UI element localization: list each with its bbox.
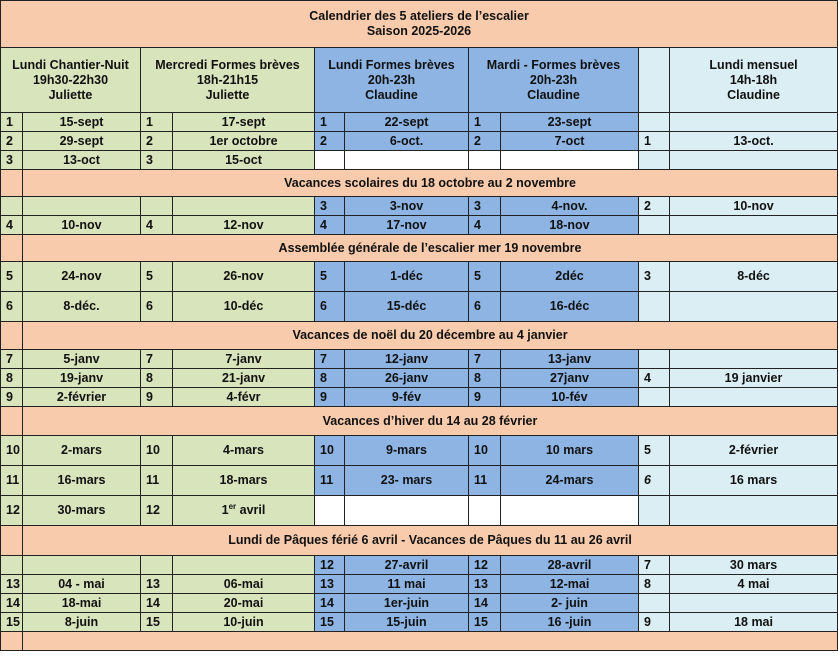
lundi-fb-num: 2 xyxy=(315,132,345,151)
mensuel-num: 1 xyxy=(639,132,670,151)
chantier-date: 29-sept xyxy=(23,132,141,151)
mardi-num: 15 xyxy=(469,613,501,632)
chantier-num: 5 xyxy=(1,262,23,292)
lundi-fb-date: 15-déc xyxy=(345,292,469,322)
chantier-date: 2-février xyxy=(23,388,141,407)
mercredi-date: 12-nov xyxy=(173,216,315,235)
mardi-date: 16 -juin xyxy=(501,613,639,632)
mercredi-num xyxy=(141,556,173,575)
lundi-fb-date: 9-mars xyxy=(345,436,469,466)
chantier-num: 6 xyxy=(1,292,23,322)
lundi-fb-num: 5 xyxy=(315,262,345,292)
chantier-date: 13-oct xyxy=(23,151,141,170)
mercredi-date xyxy=(173,556,315,575)
chantier-num: 10 xyxy=(1,436,23,466)
chantier-date: 16-mars xyxy=(23,466,141,496)
lundi-fb-num: 11 xyxy=(315,466,345,496)
session-row xyxy=(1,350,838,369)
chantier-num: 8 xyxy=(1,369,23,388)
mercredi-date: 10-juin xyxy=(173,613,315,632)
chantier-num: 9 xyxy=(1,388,23,407)
session-row xyxy=(1,613,838,632)
mensuel-num: 7 xyxy=(639,556,670,575)
lundi-fb-date: 26-janv xyxy=(345,369,469,388)
chantier-date: 5-janv xyxy=(23,350,141,369)
lundi-fb-num xyxy=(315,496,345,526)
title-row xyxy=(1,1,838,48)
mercredi-num xyxy=(141,197,173,216)
header-lundi-formes-breves: Lundi Formes brèves 20h-23h Claudine xyxy=(315,48,469,113)
vacation-band: Vacances d’hiver du 14 au 28 février xyxy=(23,407,838,436)
lundi-fb-num: 12 xyxy=(315,556,345,575)
band-spacer xyxy=(1,407,23,436)
mensuel-date xyxy=(670,292,838,322)
lundi-fb-date: 1er-juin xyxy=(345,594,469,613)
mercredi-date: 06-mai xyxy=(173,575,315,594)
mensuel-num: 9 xyxy=(639,613,670,632)
mensuel-num xyxy=(639,594,670,613)
lundi-fb-date: 23- mars xyxy=(345,466,469,496)
lundi-fb-date: 22-sept xyxy=(345,113,469,132)
mensuel-date: 18 mai xyxy=(670,613,838,632)
mardi-num: 7 xyxy=(469,350,501,369)
chantier-num xyxy=(1,556,23,575)
mardi-date: 7-oct xyxy=(501,132,639,151)
lundi-fb-date: 12-janv xyxy=(345,350,469,369)
mensuel-num: 5 xyxy=(639,436,670,466)
mercredi-num: 3 xyxy=(141,151,173,170)
mercredi-num: 5 xyxy=(141,262,173,292)
chantier-date xyxy=(23,197,141,216)
session-row xyxy=(1,556,838,575)
lundi-fb-num: 9 xyxy=(315,388,345,407)
mercredi-date: 1er avril xyxy=(173,496,315,526)
mardi-num: 13 xyxy=(469,575,501,594)
session-row xyxy=(1,496,838,526)
mensuel-date xyxy=(670,594,838,613)
chantier-date xyxy=(23,556,141,575)
vacation-band xyxy=(23,632,838,651)
chantier-date: 8-déc. xyxy=(23,292,141,322)
vacation-band: Assemblée générale de l’escalier mer 19 novembre xyxy=(23,235,838,262)
mensuel-num xyxy=(639,216,670,235)
mardi-num xyxy=(469,151,501,170)
mercredi-date: 17-sept xyxy=(173,113,315,132)
chantier-date: 04 - mai xyxy=(23,575,141,594)
mercredi-num: 11 xyxy=(141,466,173,496)
mensuel-date: 16 mars xyxy=(670,466,838,496)
mensuel-date: 4 mai xyxy=(670,575,838,594)
mardi-date: 13-janv xyxy=(501,350,639,369)
lundi-fb-num: 7 xyxy=(315,350,345,369)
mensuel-date xyxy=(670,151,838,170)
lundi-fb-num xyxy=(315,151,345,170)
session-row xyxy=(1,151,838,170)
mardi-num xyxy=(469,496,501,526)
header-mardi-formes-breves: Mardi - Formes brèves 20h-23h Claudine xyxy=(469,48,639,113)
mardi-num: 1 xyxy=(469,113,501,132)
session-row xyxy=(1,594,838,613)
mercredi-date: 4-mars xyxy=(173,436,315,466)
vacation-band: Vacances de noël du 20 décembre au 4 janvier xyxy=(23,322,838,350)
mercredi-date: 15-oct xyxy=(173,151,315,170)
mercredi-date: 7-janv xyxy=(173,350,315,369)
mardi-date: 2- juin xyxy=(501,594,639,613)
mardi-num: 14 xyxy=(469,594,501,613)
mardi-num: 9 xyxy=(469,388,501,407)
lundi-fb-date: 1-déc xyxy=(345,262,469,292)
mardi-date: 18-nov xyxy=(501,216,639,235)
chantier-date: 30-mars xyxy=(23,496,141,526)
mardi-date: 27janv xyxy=(501,369,639,388)
mensuel-num xyxy=(639,350,670,369)
mardi-date: 28-avril xyxy=(501,556,639,575)
mardi-num: 11 xyxy=(469,466,501,496)
band-spacer xyxy=(1,235,23,262)
chantier-num: 15 xyxy=(1,613,23,632)
mercredi-num: 14 xyxy=(141,594,173,613)
mardi-date: 12-mai xyxy=(501,575,639,594)
lundi-fb-date: 17-nov xyxy=(345,216,469,235)
sheet-title xyxy=(1,1,838,48)
mensuel-date xyxy=(670,216,838,235)
mercredi-date: 1er octobre xyxy=(173,132,315,151)
session-row xyxy=(1,216,838,235)
band-spacer xyxy=(1,632,23,651)
chantier-date: 2-mars xyxy=(23,436,141,466)
mensuel-num: 6 xyxy=(639,466,670,496)
vacation-band: Lundi de Pâques férié 6 avril - Vacances de Pâques du 11 au 26 avril xyxy=(23,526,838,556)
lundi-fb-date xyxy=(345,151,469,170)
lundi-fb-num: 8 xyxy=(315,369,345,388)
header-mercredi-formes-breves: Mercredi Formes brèves 18h-21h15 Juliette xyxy=(141,48,315,113)
vacation-band-row xyxy=(1,632,838,651)
session-row xyxy=(1,388,838,407)
mercredi-num: 13 xyxy=(141,575,173,594)
chantier-date: 10-nov xyxy=(23,216,141,235)
lundi-fb-date: 15-juin xyxy=(345,613,469,632)
mardi-date xyxy=(501,151,639,170)
band-spacer xyxy=(1,322,23,350)
session-row xyxy=(1,292,838,322)
mardi-date xyxy=(501,496,639,526)
session-row xyxy=(1,369,838,388)
mercredi-date xyxy=(173,197,315,216)
mensuel-date: 30 mars xyxy=(670,556,838,575)
lundi-fb-date: 27-avril xyxy=(345,556,469,575)
chantier-num: 7 xyxy=(1,350,23,369)
lundi-fb-num: 15 xyxy=(315,613,345,632)
lundi-fb-date xyxy=(345,496,469,526)
lundi-fb-date: 6-oct. xyxy=(345,132,469,151)
header-row xyxy=(1,48,838,113)
mercredi-num: 7 xyxy=(141,350,173,369)
mercredi-num: 15 xyxy=(141,613,173,632)
lundi-fb-num: 1 xyxy=(315,113,345,132)
mardi-date: 2déc xyxy=(501,262,639,292)
mensuel-num: 3 xyxy=(639,262,670,292)
mensuel-date xyxy=(670,496,838,526)
mardi-date: 4-nov. xyxy=(501,197,639,216)
session-row xyxy=(1,262,838,292)
vacation-band: Vacances scolaires du 18 octobre au 2 novembre xyxy=(23,170,838,197)
mercredi-date: 20-mai xyxy=(173,594,315,613)
mardi-num: 4 xyxy=(469,216,501,235)
lundi-fb-num: 10 xyxy=(315,436,345,466)
chantier-num: 3 xyxy=(1,151,23,170)
mensuel-date xyxy=(670,388,838,407)
vacation-band-row xyxy=(1,235,838,262)
lundi-fb-num: 13 xyxy=(315,575,345,594)
chantier-num: 12 xyxy=(1,496,23,526)
vacation-band-row xyxy=(1,322,838,350)
mardi-num: 2 xyxy=(469,132,501,151)
mensuel-date: 19 janvier xyxy=(670,369,838,388)
vacation-band-row xyxy=(1,526,838,556)
chantier-num: 1 xyxy=(1,113,23,132)
mensuel-num: 2 xyxy=(639,197,670,216)
mercredi-num: 12 xyxy=(141,496,173,526)
lundi-fb-num: 14 xyxy=(315,594,345,613)
mercredi-date: 26-nov xyxy=(173,262,315,292)
band-spacer xyxy=(1,170,23,197)
lundi-fb-date: 3-nov xyxy=(345,197,469,216)
mardi-date: 24-mars xyxy=(501,466,639,496)
chantier-num: 11 xyxy=(1,466,23,496)
mensuel-num xyxy=(639,496,670,526)
chantier-num: 2 xyxy=(1,132,23,151)
mercredi-date: 10-déc xyxy=(173,292,315,322)
session-row xyxy=(1,466,838,496)
mardi-date: 10-fév xyxy=(501,388,639,407)
chantier-date: 18-mai xyxy=(23,594,141,613)
mensuel-date: 2-février xyxy=(670,436,838,466)
vacation-band-row xyxy=(1,170,838,197)
mensuel-num xyxy=(639,388,670,407)
mercredi-date: 18-mars xyxy=(173,466,315,496)
lundi-fb-date: 9-fév xyxy=(345,388,469,407)
header-mensuel-number xyxy=(639,48,670,113)
mardi-num: 12 xyxy=(469,556,501,575)
mercredi-num: 1 xyxy=(141,113,173,132)
mensuel-date xyxy=(670,350,838,369)
chantier-date: 8-juin xyxy=(23,613,141,632)
title-line-1: Calendrier des 5 ateliers de l’escalier xyxy=(309,9,529,23)
mensuel-num: 4 xyxy=(639,369,670,388)
mardi-num: 10 xyxy=(469,436,501,466)
mardi-date: 16-déc xyxy=(501,292,639,322)
mercredi-num: 10 xyxy=(141,436,173,466)
session-row xyxy=(1,197,838,216)
mercredi-num: 4 xyxy=(141,216,173,235)
mercredi-num: 6 xyxy=(141,292,173,322)
chantier-date: 24-nov xyxy=(23,262,141,292)
mensuel-date: 8-déc xyxy=(670,262,838,292)
header-lundi-chantier-nuit: Lundi Chantier-Nuit 19h30-22h30 Juliette xyxy=(1,48,141,113)
mardi-num: 8 xyxy=(469,369,501,388)
mensuel-num: 8 xyxy=(639,575,670,594)
lundi-fb-num: 6 xyxy=(315,292,345,322)
chantier-date: 19-janv xyxy=(23,369,141,388)
session-row xyxy=(1,575,838,594)
mardi-num: 3 xyxy=(469,197,501,216)
session-row xyxy=(1,113,838,132)
mensuel-num xyxy=(639,113,670,132)
mensuel-date: 10-nov xyxy=(670,197,838,216)
chantier-date: 15-sept xyxy=(23,113,141,132)
mercredi-num: 2 xyxy=(141,132,173,151)
mensuel-date: 13-oct. xyxy=(670,132,838,151)
session-row xyxy=(1,436,838,466)
title-line-2: Saison 2025-2026 xyxy=(366,24,472,38)
mardi-date: 23-sept xyxy=(501,113,639,132)
mercredi-date: 21-janv xyxy=(173,369,315,388)
mardi-num: 5 xyxy=(469,262,501,292)
mardi-date: 10 mars xyxy=(501,436,639,466)
session-row xyxy=(1,132,838,151)
band-spacer xyxy=(1,526,23,556)
mensuel-num xyxy=(639,292,670,322)
mercredi-num: 8 xyxy=(141,369,173,388)
mercredi-num: 9 xyxy=(141,388,173,407)
mercredi-date: 4-févr xyxy=(173,388,315,407)
vacation-band-row xyxy=(1,407,838,436)
mardi-num: 6 xyxy=(469,292,501,322)
lundi-fb-num: 4 xyxy=(315,216,345,235)
lundi-fb-date: 11 mai xyxy=(345,575,469,594)
mensuel-date xyxy=(670,113,838,132)
chantier-num xyxy=(1,197,23,216)
chantier-num: 14 xyxy=(1,594,23,613)
header-lundi-mensuel: Lundi mensuel 14h-18h Claudine xyxy=(670,48,838,113)
mensuel-num xyxy=(639,151,670,170)
lundi-fb-num: 3 xyxy=(315,197,345,216)
chantier-num: 4 xyxy=(1,216,23,235)
chantier-num: 13 xyxy=(1,575,23,594)
